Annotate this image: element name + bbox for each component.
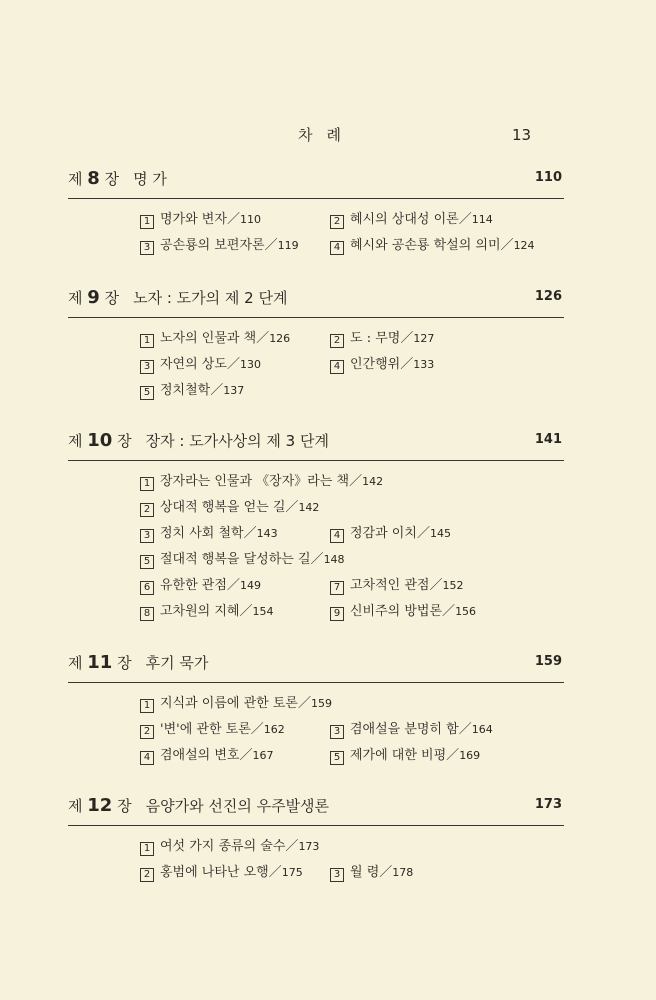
chapter-block	[68, 795, 564, 887]
toc-entry[interactable]	[330, 234, 535, 255]
section-title: 인간행위	[350, 357, 401, 372]
slash-separator: ／	[458, 212, 472, 227]
section-title: 장자라는 인물과 《장자》라는 책	[160, 474, 350, 489]
chapter-heading	[68, 168, 564, 199]
chapter-heading	[68, 652, 564, 683]
section-page: 143	[256, 527, 278, 540]
toc-row	[140, 379, 636, 405]
slash-separator: ／	[400, 331, 414, 346]
toc-entry[interactable]	[140, 353, 261, 374]
toc-entry[interactable]	[140, 234, 299, 255]
section-number-box: 3	[140, 529, 154, 543]
section-page: 142	[362, 475, 384, 488]
page-header	[0, 124, 656, 148]
chapter-heading	[68, 287, 564, 318]
section-number-box: 2	[140, 725, 154, 739]
section-title: 여섯 가지 종류의 술수	[160, 839, 286, 854]
toc-entry[interactable]	[140, 692, 332, 713]
toc-entry[interactable]	[140, 470, 383, 491]
toc-row	[140, 718, 636, 744]
slash-separator: ／	[243, 526, 257, 541]
section-page: 119	[277, 239, 299, 252]
chapter-heading	[68, 430, 564, 461]
chapter-page: 141	[534, 432, 562, 447]
section-page: 145	[429, 527, 451, 540]
toc-row	[140, 234, 636, 260]
chapter-name: 명 가	[133, 170, 167, 188]
chapter-heading	[68, 795, 564, 826]
section-number-box: 5	[140, 386, 154, 400]
section-page: 124	[513, 239, 535, 252]
slash-separator: ／	[500, 238, 514, 253]
slash-separator: ／	[285, 500, 299, 515]
section-title: 유한한 관점	[160, 578, 227, 593]
chapter-number: 11	[87, 652, 113, 673]
toc-entry[interactable]	[140, 379, 244, 400]
chapter-title[interactable]	[68, 287, 287, 308]
chapter-prefix: 제	[68, 289, 83, 307]
chapter-suffix: 장	[104, 170, 120, 188]
toc-entry[interactable]	[330, 353, 434, 374]
toc-row	[140, 861, 636, 887]
section-number-box: 2	[140, 868, 154, 882]
section-number-box: 1	[140, 215, 154, 229]
section-list	[140, 692, 636, 770]
toc-row	[140, 835, 636, 861]
slash-separator: ／	[256, 331, 270, 346]
toc-row	[140, 470, 636, 496]
chapter-page: 110	[534, 170, 562, 185]
toc-row	[140, 208, 636, 234]
section-page: 164	[471, 723, 493, 736]
section-page: 149	[239, 579, 261, 592]
section-title: 정감과 이치	[350, 526, 417, 541]
chapter-prefix: 제	[68, 170, 83, 188]
section-page: 110	[239, 213, 261, 226]
chapter-title[interactable]	[68, 168, 167, 189]
toc-entry[interactable]	[140, 861, 303, 882]
chapter-name: 음양가와 선진의 우주발생론	[145, 797, 330, 815]
section-title: 정치 사회 철학	[160, 526, 244, 541]
section-number-box: 9	[330, 607, 344, 621]
slash-separator: ／	[226, 357, 240, 372]
toc-entry[interactable]	[330, 744, 480, 765]
section-number-box: 3	[330, 868, 344, 882]
section-number-box: 1	[140, 699, 154, 713]
chapter-number: 10	[87, 430, 113, 451]
section-list	[140, 208, 636, 260]
page-number: 13	[512, 126, 532, 144]
section-title: 상대적 행복을 얻는 길	[160, 500, 286, 515]
chapter-prefix: 제	[68, 797, 83, 815]
section-title: 고차원의 지혜	[160, 604, 240, 619]
chapter-prefix: 제	[68, 654, 83, 672]
section-page: 169	[459, 749, 481, 762]
slash-separator: ／	[226, 578, 240, 593]
toc-row	[140, 744, 636, 770]
section-title: 명가와 변자	[160, 212, 227, 227]
toc-row	[140, 600, 636, 626]
chapter-suffix: 장	[117, 654, 132, 672]
slash-separator: ／	[310, 552, 324, 567]
chapter-name: 후기 묵가	[145, 654, 209, 672]
slash-separator: ／	[429, 578, 443, 593]
chapter-page: 126	[534, 289, 562, 304]
slash-separator: ／	[285, 839, 299, 854]
section-title: 제가에 대한 비평	[350, 748, 447, 763]
section-page: 142	[298, 501, 320, 514]
section-page: 178	[392, 866, 414, 879]
toc-entry[interactable]	[330, 718, 493, 739]
section-title: 자연의 상도	[160, 357, 227, 372]
chapter-name: 장자 : 도가사상의 제 3 단계	[145, 432, 329, 450]
section-number-box: 3	[140, 360, 154, 374]
slash-separator: ／	[446, 748, 460, 763]
section-title: 노자의 인물과 책	[160, 331, 257, 346]
section-number-box: 3	[140, 241, 154, 255]
chapter-suffix: 장	[117, 797, 132, 815]
section-title: 혜시의 상대성 이론	[350, 212, 459, 227]
section-page: 152	[442, 579, 464, 592]
section-page: 127	[413, 332, 435, 345]
section-list	[140, 470, 636, 626]
section-number-box: 2	[140, 503, 154, 517]
slash-separator: ／	[400, 357, 414, 372]
section-page: 162	[263, 723, 285, 736]
section-number-box: 1	[140, 477, 154, 491]
chapter-number: 12	[87, 795, 113, 816]
toc-entry[interactable]	[140, 522, 278, 543]
section-number-box: 5	[330, 751, 344, 765]
section-title: 도 : 무명	[350, 331, 401, 346]
section-page: 173	[298, 840, 320, 853]
toc-entry[interactable]	[330, 208, 493, 229]
section-page: 167	[252, 749, 274, 762]
chapter-block	[68, 168, 564, 260]
toc-row	[140, 548, 636, 574]
chapter-name: 노자 : 도가의 제 2 단계	[133, 289, 288, 307]
section-page: 137	[223, 384, 245, 397]
section-title: 혜시와 공손룡 학설의 의미	[350, 238, 501, 253]
section-number-box: 2	[330, 215, 344, 229]
section-page: 156	[455, 605, 477, 618]
toc-entry[interactable]	[330, 522, 451, 543]
chapter-number: 9	[87, 287, 100, 308]
chapter-prefix: 제	[68, 432, 83, 450]
section-page: 175	[281, 866, 303, 879]
slash-separator: ／	[297, 696, 311, 711]
section-title: '변'에 관한 토론	[160, 722, 251, 737]
slash-separator: ／	[458, 722, 472, 737]
section-title: 절대적 행복을 달성하는 길	[160, 552, 311, 567]
section-number-box: 4	[330, 529, 344, 543]
section-title: 신비주의 방법론	[350, 604, 443, 619]
toc-entry[interactable]	[140, 496, 319, 517]
section-title: 고차적인 관점	[350, 578, 430, 593]
section-number-box: 5	[140, 555, 154, 569]
section-number-box: 1	[140, 842, 154, 856]
toc-entry[interactable]	[140, 744, 274, 765]
slash-separator: ／	[239, 604, 253, 619]
toc-row	[140, 574, 636, 600]
section-number-box: 1	[140, 334, 154, 348]
section-title: 지식과 이름에 관한 토론	[160, 696, 298, 711]
slash-separator: ／	[379, 865, 393, 880]
slash-separator: ／	[416, 526, 430, 541]
toc-entry[interactable]	[140, 327, 290, 348]
toc-entry[interactable]	[330, 861, 413, 882]
section-title: 공손룡의 보편자론	[160, 238, 265, 253]
section-page: 154	[252, 605, 274, 618]
section-page: 114	[471, 213, 493, 226]
section-page: 133	[413, 358, 435, 371]
section-title: 겸애설의 변호	[160, 748, 240, 763]
section-number-box: 3	[330, 725, 344, 739]
chapter-page: 159	[534, 654, 562, 669]
toc-entry[interactable]	[140, 548, 345, 569]
section-page: 126	[269, 332, 291, 345]
section-page: 148	[323, 553, 345, 566]
toc-entry[interactable]	[330, 327, 434, 348]
chapter-suffix: 장	[104, 289, 120, 307]
section-title: 홍범에 나타난 오행	[160, 865, 269, 880]
chapter-title[interactable]	[68, 795, 329, 816]
toc-row	[140, 353, 636, 379]
section-list	[140, 327, 636, 405]
toc-row	[140, 522, 636, 548]
section-number-box: 8	[140, 607, 154, 621]
section-page: 159	[311, 697, 332, 710]
header-title: 차례	[298, 126, 355, 144]
section-number-box: 7	[330, 581, 344, 595]
chapter-block	[68, 652, 564, 770]
section-number-box: 4	[330, 360, 344, 374]
toc-entry[interactable]	[140, 208, 261, 229]
slash-separator: ／	[268, 865, 282, 880]
section-title: 월 령	[350, 865, 380, 880]
slash-separator: ／	[210, 383, 224, 398]
toc-entry[interactable]	[140, 835, 319, 856]
slash-separator: ／	[226, 212, 240, 227]
section-number-box: 4	[140, 751, 154, 765]
section-number-box: 6	[140, 581, 154, 595]
chapter-block	[68, 287, 564, 405]
slash-separator: ／	[250, 722, 264, 737]
toc-row	[140, 692, 636, 718]
chapter-number: 8	[87, 168, 100, 189]
toc-row	[140, 327, 636, 353]
toc-entry[interactable]	[140, 600, 274, 621]
section-title: 겸애설을 분명히 함	[350, 722, 459, 737]
chapter-page: 173	[534, 797, 562, 812]
section-number-box: 2	[330, 334, 344, 348]
section-title: 정치철학	[160, 383, 211, 398]
toc-row	[140, 496, 636, 522]
slash-separator: ／	[264, 238, 278, 253]
slash-separator: ／	[239, 748, 253, 763]
toc-entry[interactable]	[140, 718, 285, 739]
chapter-block	[68, 430, 564, 626]
chapter-title[interactable]	[68, 652, 208, 673]
toc-entry[interactable]	[140, 574, 261, 595]
slash-separator: ／	[349, 474, 363, 489]
chapter-title[interactable]	[68, 430, 329, 451]
chapter-suffix: 장	[117, 432, 132, 450]
toc-entry[interactable]	[330, 574, 464, 595]
section-list	[140, 835, 636, 887]
section-number-box: 4	[330, 241, 344, 255]
slash-separator: ／	[442, 604, 456, 619]
section-page: 130	[239, 358, 261, 371]
toc-entry[interactable]	[330, 600, 476, 621]
